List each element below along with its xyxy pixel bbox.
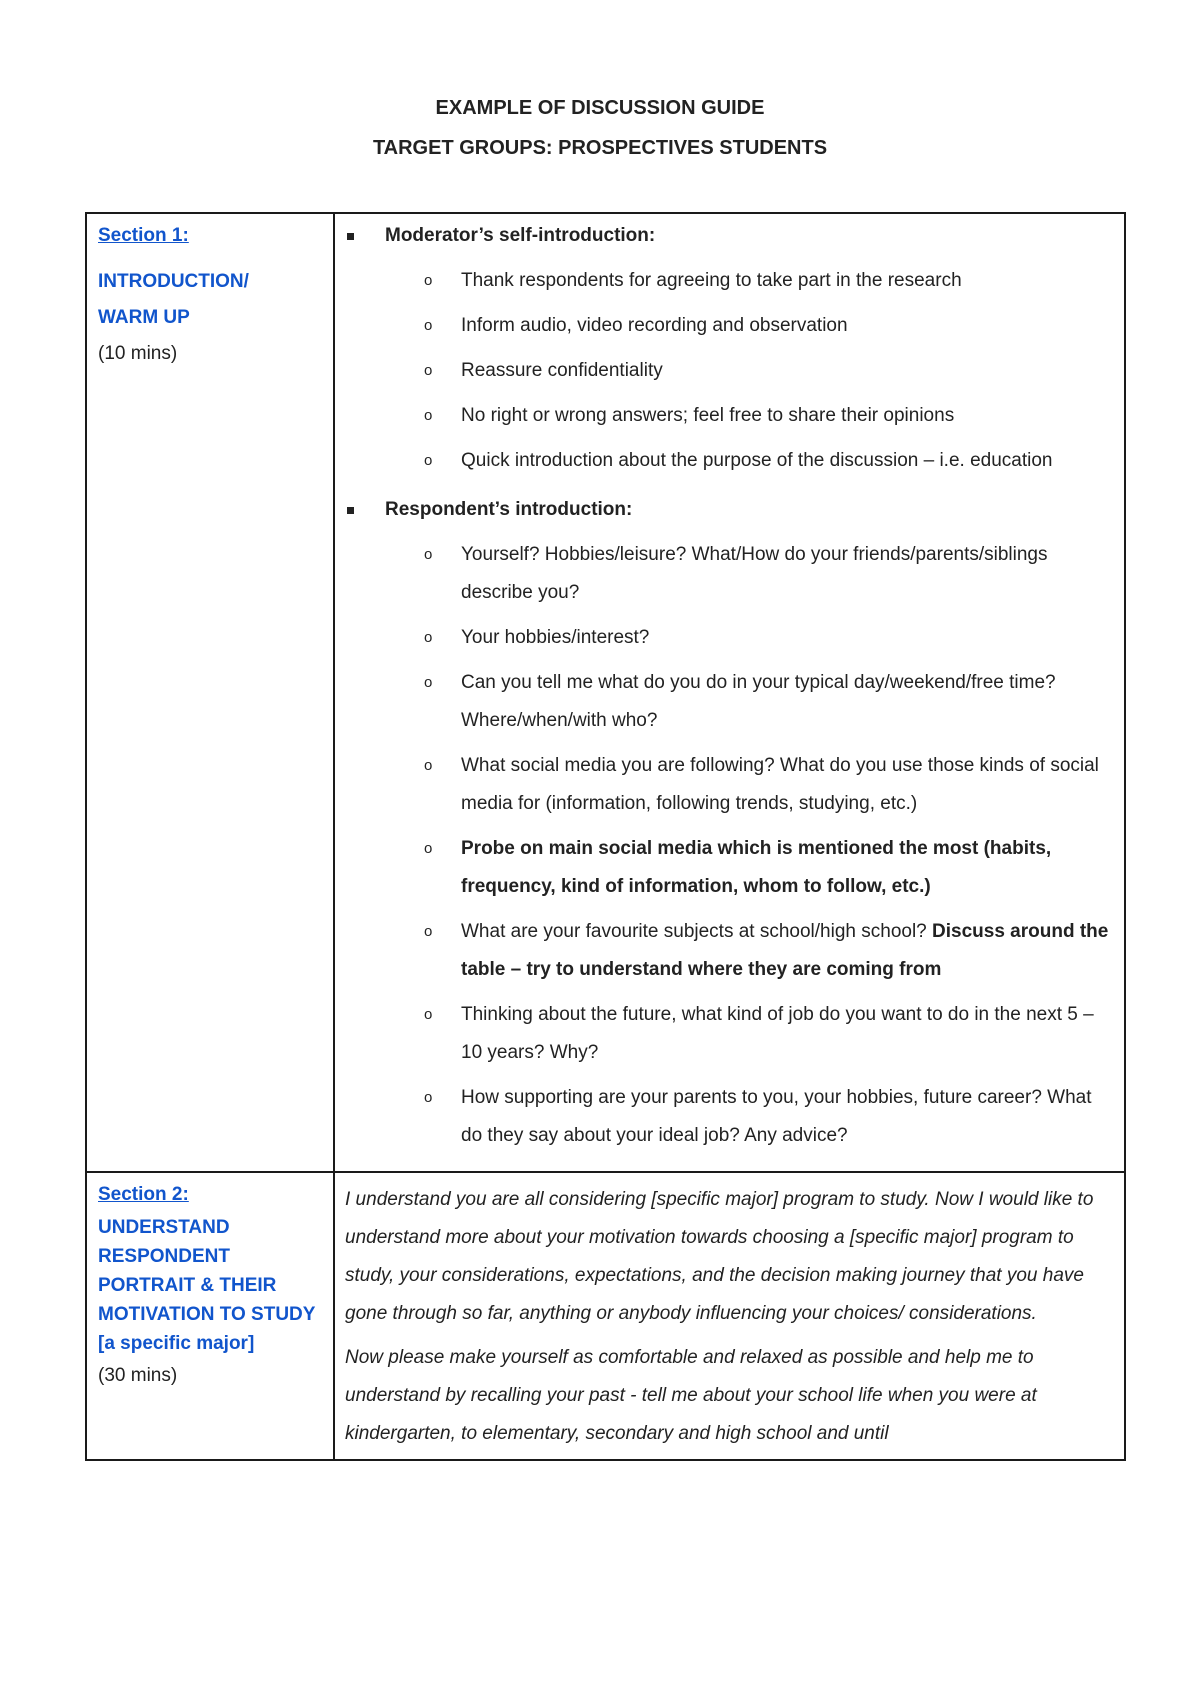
- item-text: How supporting are your parents to you, your hobbies, future career? What do they say about your ideal job? Any advice?: [461, 1087, 1092, 1146]
- item-text: Reassure confidentiality: [461, 360, 663, 381]
- circle-bullet-icon: o: [424, 272, 433, 289]
- section-2-duration: (30 mins): [98, 1365, 178, 1386]
- item-text: Thank respondents for agreeing to take part in the research: [461, 270, 962, 291]
- item-text: Can you tell me what do you do in your typical day/weekend/free time? Where/when/with who?: [461, 672, 1056, 731]
- circle-bullet-icon: o: [424, 674, 433, 691]
- circle-bullet-icon: o: [424, 629, 433, 646]
- item-text: What are your favourite subjects at school/high school?: [461, 921, 933, 942]
- table-row: [86, 1172, 1125, 1460]
- list-item: [385, 442, 1114, 480]
- list-item: [385, 307, 1114, 345]
- circle-bullet-icon: o: [424, 452, 433, 469]
- document-title: EXAMPLE OF DISCUSSION GUIDE: [435, 97, 765, 119]
- section-2-label: Section 2:: [98, 1184, 189, 1205]
- section-2-paragraph: I understand you are all considering [specific major] program to study. Now I would like to understand more about your motivation towards choosing a [specific major] program to study, your considerations, expectations, and the decision making journey that you have gone through so far, anything or anybody influencing your choices/ considerations.: [345, 1189, 1094, 1324]
- section-2-title: UNDERSTAND RESPONDENT PORTRAIT & THEIR MOTIVATION TO STUDY [a specific major]: [98, 1217, 316, 1354]
- list-item: [385, 262, 1114, 300]
- list-item: [345, 222, 1114, 480]
- section-2-info: [86, 1172, 334, 1460]
- circle-bullet-icon: o: [424, 757, 433, 774]
- item-text: Quick introduction about the purpose of the discussion – i.e. education: [461, 450, 1053, 471]
- circle-bullet-icon: o: [424, 546, 433, 563]
- list-item: [385, 830, 1114, 906]
- item-text: Inform audio, video recording and observation: [461, 315, 848, 336]
- circle-bullet-icon: o: [424, 317, 433, 334]
- list-item: [385, 619, 1114, 657]
- section-1-bullet-list: [345, 222, 1114, 1155]
- list-item: [385, 913, 1114, 989]
- square-bullet-icon: [347, 233, 354, 240]
- circle-bullet-icon: o: [424, 407, 433, 424]
- item-text: No right or wrong answers; feel free to share their opinions: [461, 405, 955, 426]
- section-2-content: [334, 1172, 1125, 1460]
- section-1-info: [86, 213, 334, 1172]
- list-item: [385, 664, 1114, 740]
- section-2-paragraph: Now please make yourself as comfortable and relaxed as possible and help me to understand by recalling your past - tell me about your school life when you were at kindergarten, to elementary, secondary and high school and until: [345, 1347, 1037, 1444]
- section-1-title-line-2: WARM UP: [98, 307, 190, 328]
- item-text: Yourself? Hobbies/leisure? What/How do your friends/parents/siblings describe you?: [461, 544, 1048, 603]
- table-row: [86, 213, 1125, 1172]
- sub-list: [385, 262, 1114, 480]
- list-item: [385, 352, 1114, 390]
- bullet-heading: Respondent’s introduction:: [385, 499, 633, 520]
- item-text: Your hobbies/interest?: [461, 627, 650, 648]
- list-item: [385, 1079, 1114, 1155]
- document-subtitle: TARGET GROUPS: PROSPECTIVES STUDENTS: [372, 137, 828, 159]
- item-text-bold: Probe on main social media which is mentioned the most (habits, frequency, kind of information, whom to follow, etc.): [461, 838, 1052, 897]
- list-item: [385, 747, 1114, 823]
- circle-bullet-icon: o: [424, 1089, 433, 1106]
- list-item: [345, 496, 1114, 1155]
- list-item: [385, 536, 1114, 612]
- section-1-title-line-1: INTRODUCTION/: [98, 271, 249, 292]
- discussion-guide-table: [85, 212, 1126, 1461]
- circle-bullet-icon: o: [424, 923, 433, 940]
- item-text: What social media you are following? What do you use those kinds of social media for (information, following trends, studying, etc.): [461, 755, 1099, 814]
- square-bullet-icon: [347, 507, 354, 514]
- section-1-content: [334, 213, 1125, 1172]
- circle-bullet-icon: o: [424, 1006, 433, 1023]
- sub-list: [385, 536, 1114, 1155]
- list-item: [385, 397, 1114, 435]
- document-header: [0, 96, 1200, 160]
- section-1-label: Section 1:: [98, 225, 189, 246]
- list-item: [385, 996, 1114, 1072]
- item-text: Thinking about the future, what kind of job do you want to do in the next 5 – 10 years? Why?: [461, 1004, 1094, 1063]
- circle-bullet-icon: o: [424, 362, 433, 379]
- section-1-duration: (10 mins): [98, 343, 178, 364]
- bullet-heading: Moderator’s self-introduction:: [385, 225, 656, 246]
- circle-bullet-icon: o: [424, 840, 433, 857]
- item-text-bold: Discuss around the table – try to understand where they are coming from: [461, 921, 1109, 980]
